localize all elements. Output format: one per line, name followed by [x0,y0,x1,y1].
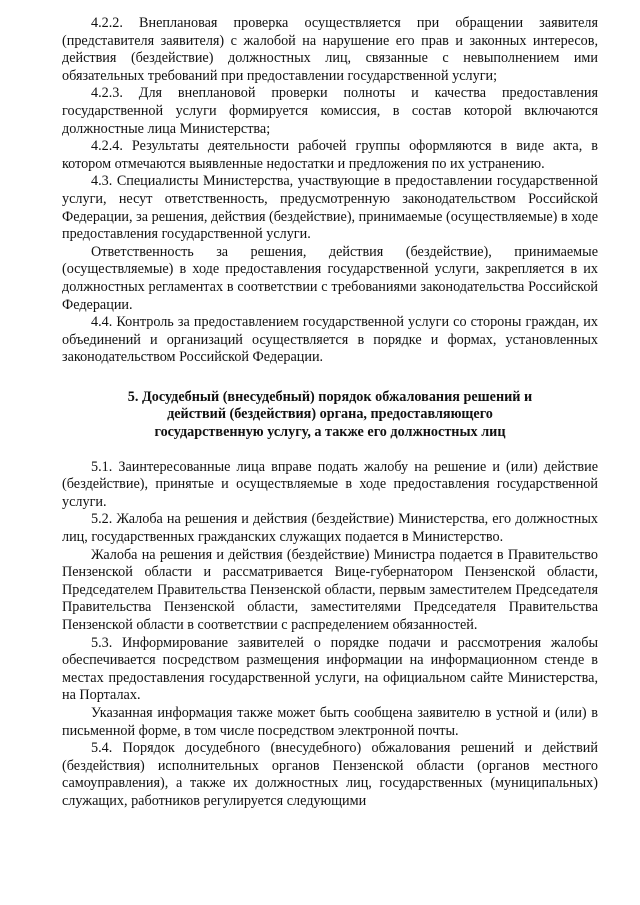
heading-line-1: 5. Досудебный (внесудебный) порядок обжалования решений и [127,388,533,405]
paragraphs-section-4 [62,15,598,367]
paragraph-4-3: 4.3. Специалисты Министерства, участвующие в предоставлении государственной услуги, несут ответственность, предусмотренную законодательством Российской Федерации, за решения, действия (бездействие), принимаемые (осуществляемые) в ходе предоставления государственной услуги. [62,173,598,243]
paragraph-4-4: 4.4. Контроль за предоставлением государственной услуги со стороны граждан, их объединений и организаций осуществляется в порядке и формах, установленных законодательством Российской Федерации. [62,314,598,366]
paragraph-5-2-minister: Жалоба на решения и действия (бездействие) Министра подается в Правительство Пензенской области и рассматривается Вице-губернатором Пензенской области, Председателем Правительства Пензенской области, первым заместителем Председателя Правительства Пензенской области, заместителями Председателя Правительства Пензенской области в соответствии с распределением обязанностей. [62,546,598,633]
paragraph-4-2-2: 4.2.2. Внеплановая проверка осуществляется при обращении заявителя (представителя заявителя) с жалобой на нарушение его прав и законных интересов, действия (бездействие) должностных лиц, связанные с невыполнением ими обязательных требований при предоставлении государственной услуги; [62,15,598,84]
paragraph-4-2-4: 4.2.4. Результаты деятельности рабочей группы оформляются в виде акта, в котором отмечаются выявленные недостатки и предложения по их устранению. [62,138,598,172]
paragraph-5-3: 5.3. Информирование заявителей о порядке подачи и рассмотрения жалобы обеспечивается посредством размещения информации на информационном стенде в местах предоставления государственной услуги, на официальном сайте Министерства, на Порталах. [62,634,598,704]
paragraphs-section-5 [62,459,598,811]
paragraph-5-1: 5.1. Заинтересованные лица вправе подать жалобу на решение и (или) действие (бездействие), принятые и осуществляемые в ходе предоставления государственной услуги. [62,458,598,510]
paragraph-5-3-info: Указанная информация также может быть сообщена заявителю в устной и (или) в письменной форме, в том числе посредством электронной почты. [62,704,598,739]
paragraph-5-2: 5.2. Жалоба на решения и действия (бездействие) Министерства, его должностных лиц, государственных гражданских служащих подается в Министерство. [62,511,598,546]
heading-line-3: государственную услугу, а также его должностных лиц [154,424,506,441]
paragraph-5-4: 5.4. Порядок досудебного (внесудебного) обжалования решений и действий (бездействия) исполнительных органов Пензенской области (органов местного самоуправления), а также их должностных лиц, государственных (муниципальных) служащих, работников регулируется следующими [62,740,598,809]
paragraph-4-3-responsibility: Ответственность за решения, действия (бездействие), принимаемые (осуществляемые) в ходе предоставления государственной услуги, закрепляется в их должностных регламентах в соответствии с требованиями законодательства Российской Федерации. [62,243,598,313]
heading-line-2: действий (бездействия) органа, предоставляющего [167,406,493,423]
section-5-heading [62,389,598,442]
paragraph-4-2-3: 4.2.3. Для внеплановой проверки полноты и качества предоставления государственной услуги формируется комиссия, в состав которой включаются должностные лица Министерства; [62,85,598,137]
